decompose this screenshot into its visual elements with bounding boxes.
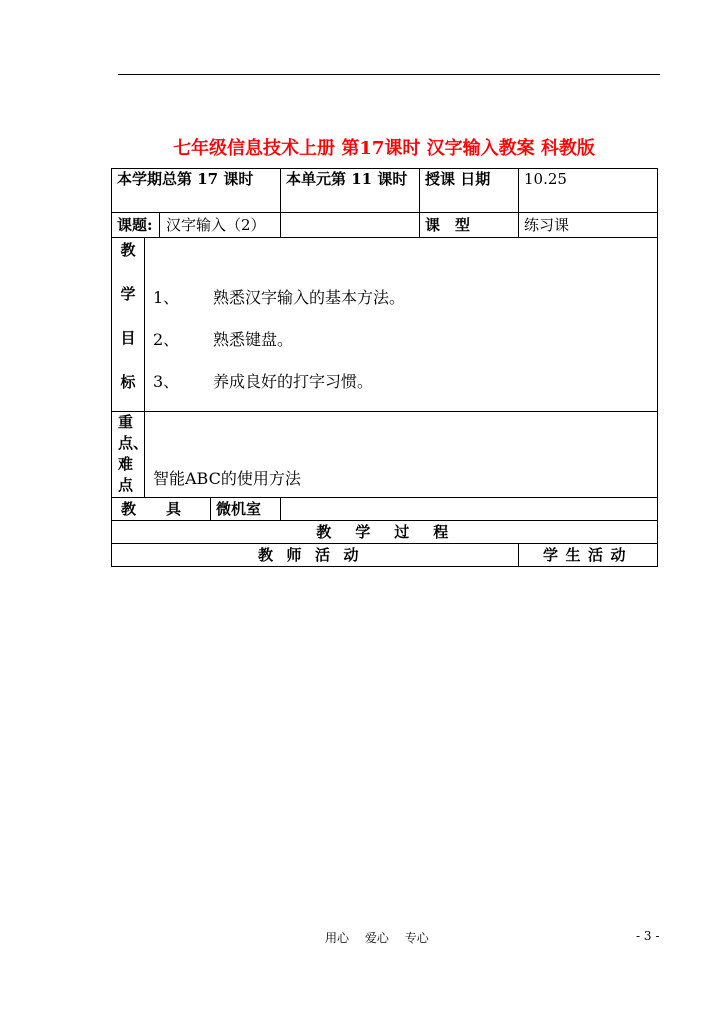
date-label-cell: 授课 日期 [420, 169, 519, 213]
tools-label: 教 具 [112, 498, 211, 520]
tools-cell [112, 498, 281, 521]
footer-motto: 用心 爱心 专心 [325, 931, 429, 945]
type-label-cell: 课 型 [420, 213, 519, 238]
keypoints-content: 智能ABC的使用方法 [145, 412, 658, 498]
tools-spacer [281, 498, 658, 521]
process-header: 教 学 过 程 [112, 521, 658, 544]
goal-item: 3、 养成良好的打字习惯。 [153, 372, 374, 391]
topic-cell [112, 213, 281, 238]
row-keypoints [112, 412, 658, 498]
topic-spacer [281, 213, 420, 238]
row-process-header [112, 521, 658, 544]
teacher-activity-header: 教师活动 [112, 544, 519, 567]
row-tools [112, 498, 658, 521]
tools-value: 微机室 [216, 500, 262, 518]
goal-item: 1、 熟悉汉字输入的基本方法。 [153, 288, 406, 307]
header-rule [118, 74, 660, 75]
page-number: - 3 - [636, 929, 660, 943]
row-lesson-count [112, 169, 658, 213]
unit-total-cell: 本单元第 11 课时 [281, 169, 420, 213]
goals-content [145, 238, 658, 412]
type-value-cell: 练习课 [519, 213, 658, 238]
term-total-cell: 本学期总第 17 课时 [112, 169, 281, 213]
row-topic [112, 213, 658, 238]
row-activity-headers [112, 544, 658, 567]
date-value-cell: 10.25 [519, 169, 658, 213]
goal-item: 2、 熟悉键盘。 [153, 330, 294, 349]
topic-label: 课题: [112, 213, 160, 237]
goals-label: 教 学 目 标 [112, 238, 145, 412]
document-title: 七年级信息技术上册 第17课时 汉字输入教案 科教版 [173, 138, 595, 159]
row-goals [112, 238, 658, 412]
lesson-plan-table [111, 168, 658, 567]
keypoints-label: 重 点、 难 点 [112, 412, 145, 498]
topic-value: 汉字输入（2） [166, 216, 266, 234]
student-activity-header: 学生活动 [519, 544, 658, 567]
